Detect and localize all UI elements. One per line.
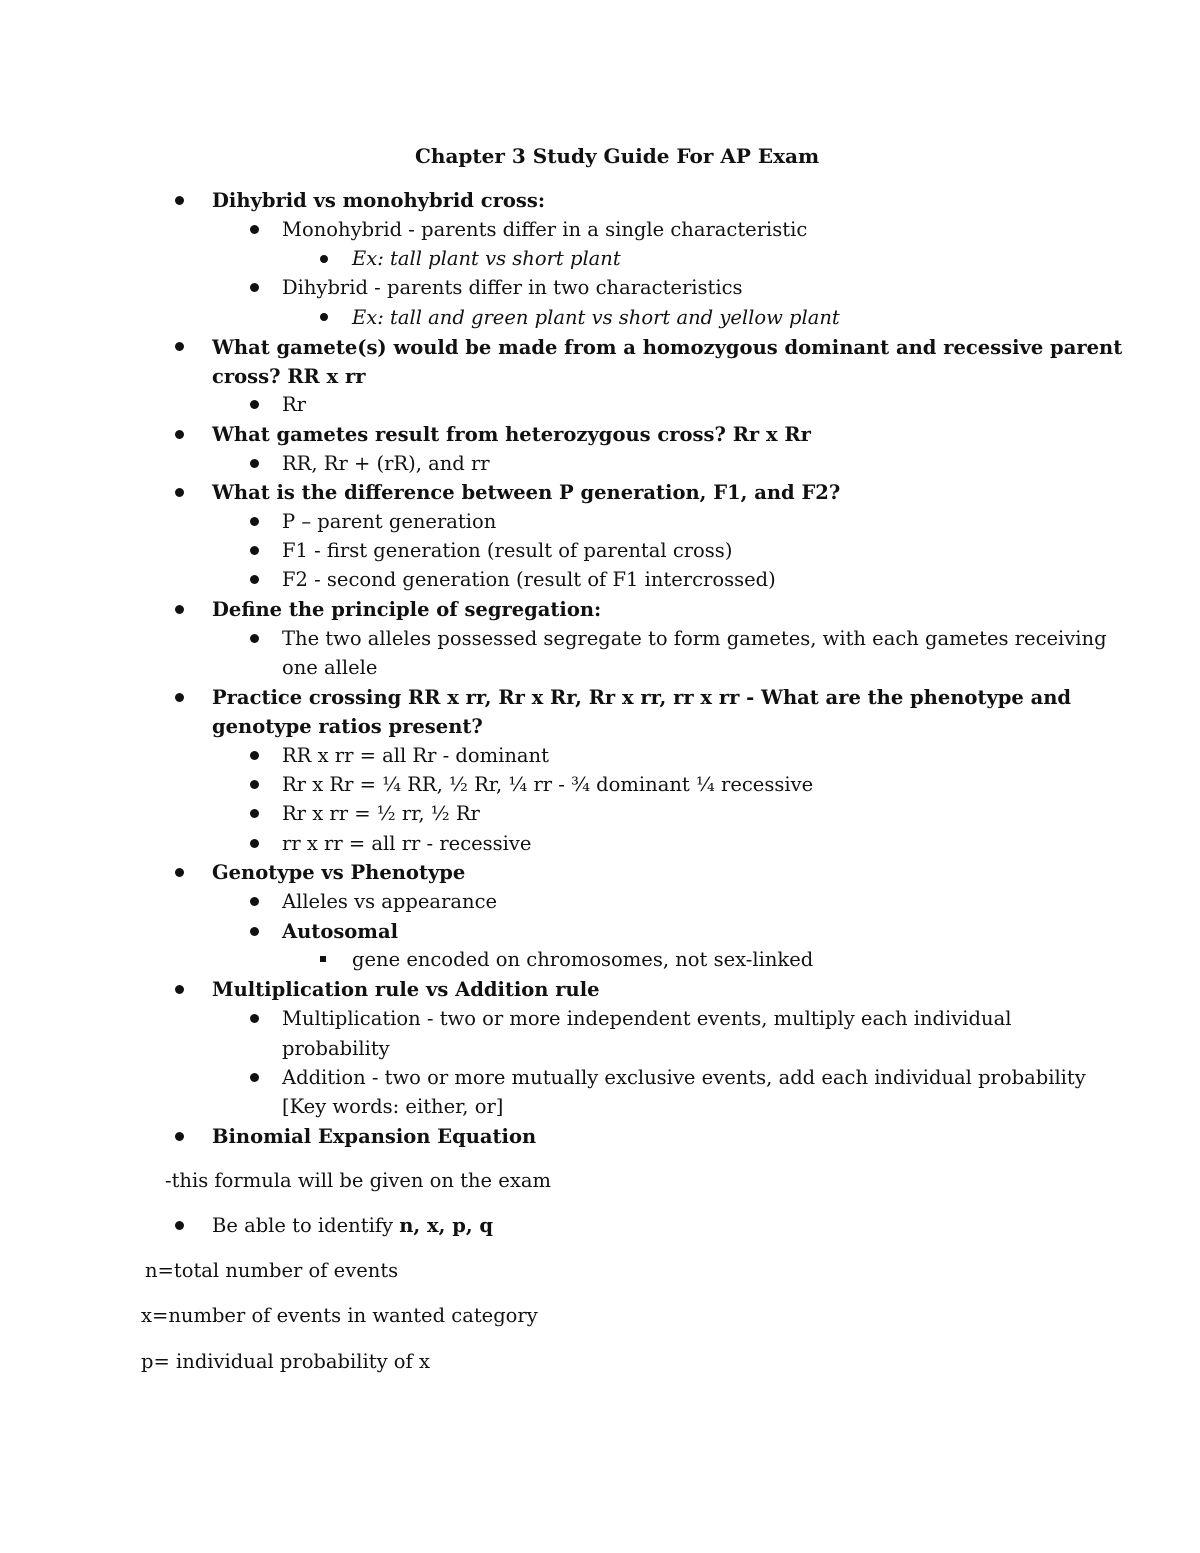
section-heading: Multiplication rule vs Addition rule	[212, 978, 600, 1001]
list-item: [Key words: either, or]	[282, 1095, 504, 1118]
section-heading: What gamete(s) would be made from a homozygous dominant and recessive parent	[212, 336, 1123, 359]
list-item: Addition - two or more mutually exclusive events, add each individual probability	[282, 1066, 1086, 1089]
bullet-icon	[320, 313, 328, 321]
list-item	[212, 1211, 493, 1240]
list-item: Monohybrid - parents differ in a single characteristic	[282, 218, 808, 241]
list-item: Rr	[282, 393, 307, 416]
list-item: gene encoded on chromosomes, not sex-linked	[352, 948, 814, 971]
bullet-icon	[250, 575, 259, 584]
bullet-icon	[250, 517, 259, 526]
bullet-icon	[320, 255, 328, 263]
definition-p: p= individual probability of x	[141, 1350, 430, 1373]
list-item: P – parent generation	[282, 510, 497, 533]
bullet-icon	[175, 985, 184, 994]
list-item: F1 - first generation (result of parental cross)	[282, 539, 733, 562]
bullet-icon	[250, 634, 259, 643]
list-item: RR, Rr + (rR), and rr	[282, 452, 490, 475]
section-heading: Dihybrid vs monohybrid cross:	[212, 189, 546, 212]
list-item: Ex: tall and green plant vs short and yellow plant	[352, 306, 840, 329]
bullet-icon	[175, 342, 184, 351]
square-bullet-icon	[320, 956, 326, 962]
list-item: F2 - second generation (result of F1 intercrossed)	[282, 568, 776, 591]
list-item: RR x rr = all Rr - dominant	[282, 744, 549, 767]
bullet-icon	[175, 1132, 184, 1141]
bullet-icon	[250, 459, 259, 468]
bullet-icon	[175, 605, 184, 614]
bullet-icon	[250, 1014, 259, 1023]
section-heading: genotype ratios present?	[212, 715, 483, 738]
section-heading: What gametes result from heterozygous cross? Rr x Rr	[212, 423, 811, 446]
list-item: probability	[282, 1037, 390, 1060]
bullet-icon	[250, 780, 259, 789]
section-heading: Define the principle of segregation:	[212, 598, 602, 621]
list-item: rr x rr = all rr - recessive	[282, 832, 532, 855]
bullet-icon	[250, 283, 259, 292]
definition-x: x=number of events in wanted category	[141, 1304, 538, 1327]
bullet-icon	[175, 693, 184, 702]
bullet-icon	[250, 400, 259, 409]
list-item: Rr x Rr = ¼ RR, ½ Rr, ¼ rr - ¾ dominant ¼ recessive	[282, 773, 814, 796]
list-item: Ex: tall plant vs short plant	[352, 247, 621, 270]
identify-text: Be able to identify	[212, 1214, 400, 1237]
list-item: Rr x rr = ½ rr, ½ Rr	[282, 802, 480, 825]
list-item: The two alleles possessed segregate to form gametes, with each gametes receiving	[282, 627, 1107, 650]
bullet-icon	[175, 430, 184, 439]
bullet-icon	[250, 225, 259, 234]
list-item: Alleles vs appearance	[282, 890, 498, 913]
section-heading: Binomial Expansion Equation	[212, 1125, 537, 1148]
bullet-icon	[175, 488, 184, 497]
section-heading: Genotype vs Phenotype	[212, 861, 466, 884]
bullet-icon	[175, 196, 184, 205]
section-heading: cross? RR x rr	[212, 365, 366, 388]
identify-vars: n, x, p, q	[399, 1214, 494, 1237]
section-heading: What is the difference between P generation, F1, and F2?	[212, 481, 841, 504]
bullet-icon	[250, 751, 259, 760]
bullet-icon	[175, 868, 184, 877]
definition-n: n=total number of events	[145, 1259, 399, 1282]
bullet-icon	[175, 1221, 184, 1230]
bullet-icon	[250, 546, 259, 555]
bullet-icon	[250, 897, 259, 906]
bullet-icon	[250, 927, 259, 936]
note-text: -this formula will be given on the exam	[165, 1169, 551, 1192]
bullet-icon	[250, 839, 259, 848]
section-heading: Practice crossing RR x rr, Rr x Rr, Rr x rr, rr x rr - What are the phenotype and	[212, 686, 1072, 709]
list-item: Autosomal	[282, 920, 398, 943]
page-title: Chapter 3 Study Guide For AP Exam	[415, 144, 820, 168]
bullet-icon	[250, 1073, 259, 1082]
bullet-icon	[250, 809, 259, 818]
list-item: Multiplication - two or more independent events, multiply each individual	[282, 1007, 1012, 1030]
list-item: one allele	[282, 656, 378, 679]
list-item: Dihybrid - parents differ in two characteristics	[282, 276, 743, 299]
